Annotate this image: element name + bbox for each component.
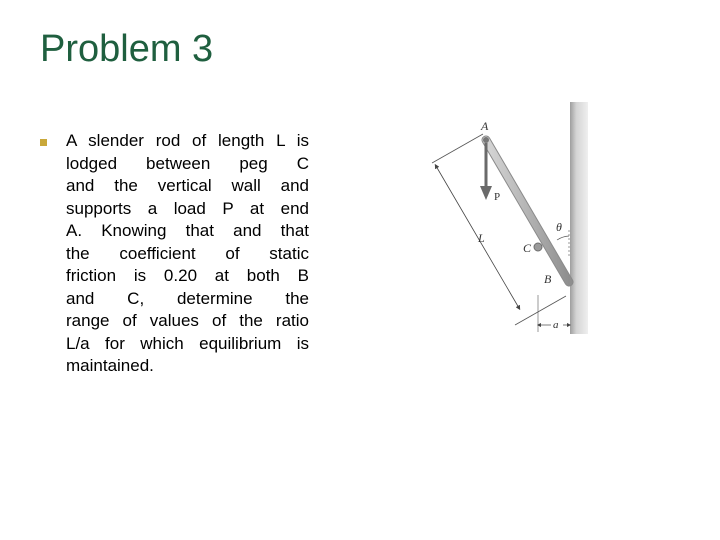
problem-line: maintained.: [66, 356, 154, 375]
problem-statement: [66, 130, 309, 378]
problem-line: the coefficient of static: [66, 243, 309, 263]
slender-rod: [486, 140, 569, 282]
end-a-icon: [483, 137, 489, 143]
problem-line: L/a for which equilibrium is: [66, 333, 309, 353]
peg-c-icon: [534, 243, 542, 251]
problem-line: and the vertical wall and: [66, 176, 309, 195]
label-a: A: [481, 119, 489, 133]
label-l: L: [478, 231, 485, 245]
rod-diagram: [420, 100, 595, 340]
label-b: B: [544, 272, 552, 286]
problem-line: range of values of the ratio: [66, 311, 309, 330]
vertical-wall: [570, 102, 588, 334]
problem-line: A slender rod of length L is: [66, 131, 309, 150]
problem-line: A. Knowing that and that: [66, 221, 309, 240]
problem-line: supports a load P at end: [66, 198, 309, 218]
bullet-marker-icon: [40, 139, 47, 146]
label-a-distance: a: [553, 319, 559, 331]
angle-theta: [557, 230, 569, 258]
problem-line: lodged between peg C: [66, 153, 309, 173]
label-p: P: [494, 191, 501, 203]
slide-title: Problem 3: [40, 28, 214, 70]
problem-line: and C, determine the: [66, 288, 309, 308]
label-theta: θ: [556, 220, 562, 234]
problem-line: friction is 0.20 at both B: [66, 266, 309, 285]
label-c: C: [523, 241, 532, 255]
